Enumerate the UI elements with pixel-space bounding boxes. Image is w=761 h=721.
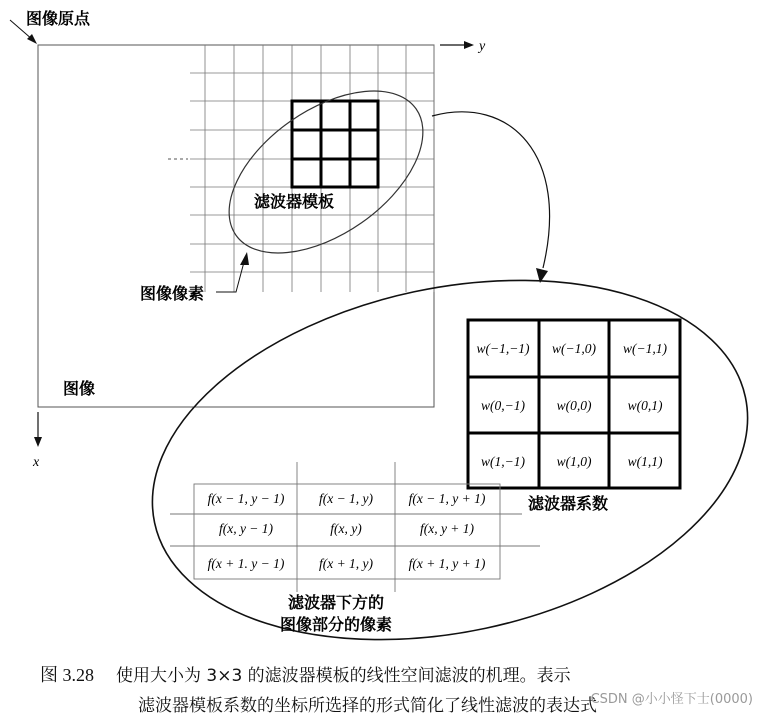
coef-cell: w(−1,1) bbox=[623, 341, 667, 356]
caption-line2: 滤波器模板系数的坐标所选择的形式简化了线性滤波的表达式 bbox=[138, 696, 597, 716]
pixel-cell: f(x + 1, y) bbox=[318, 556, 374, 571]
image-frame bbox=[38, 45, 434, 407]
pixel-cell: f(x − 1, y) bbox=[318, 491, 374, 506]
coef-cell: w(−1,0) bbox=[552, 341, 596, 356]
coef-cell: w(1,0) bbox=[556, 454, 592, 469]
mask-ellipse bbox=[200, 58, 451, 286]
caption-line1: 使用大小为 3×3 的滤波器模板的线性空间滤波的机理。表示 bbox=[116, 666, 571, 686]
coef-cell: w(0,1) bbox=[627, 398, 663, 413]
filter-mask bbox=[292, 101, 378, 187]
pixels-label: 图像像素 bbox=[140, 284, 205, 303]
mask-label: 滤波器模板 bbox=[254, 192, 335, 211]
coef-cell: w(0,0) bbox=[556, 398, 592, 413]
detail-ellipse bbox=[119, 229, 761, 691]
coef-cell: w(−1,−1) bbox=[476, 341, 530, 356]
under-label-line2: 图像部分的像素 bbox=[280, 615, 393, 634]
pixel-grid bbox=[190, 45, 434, 292]
x-axis-arrow bbox=[34, 412, 42, 447]
y-axis-label: y bbox=[479, 39, 486, 54]
pixel-cell: f(x + 1. y − 1) bbox=[207, 556, 285, 571]
pixel-cell: f(x + 1, y + 1) bbox=[408, 556, 486, 571]
pixel-cell: f(x, y) bbox=[330, 521, 362, 536]
coefficients-label: 滤波器系数 bbox=[528, 494, 609, 513]
watermark: CSDN @小小怪下士(0000) bbox=[590, 692, 753, 707]
coef-cell: w(0,−1) bbox=[481, 398, 525, 413]
y-axis-arrow bbox=[440, 41, 474, 49]
under-label-line1: 滤波器下方的 bbox=[288, 593, 385, 612]
coef-cell: w(1,−1) bbox=[481, 454, 525, 469]
caption-number: 图 3.28 bbox=[40, 665, 94, 685]
pixel-cell: f(x − 1, y − 1) bbox=[207, 491, 285, 506]
image-label: 图像 bbox=[63, 379, 96, 398]
zoom-arrow bbox=[432, 112, 550, 283]
x-axis-label: x bbox=[33, 455, 40, 470]
pixel-cell: f(x, y − 1) bbox=[218, 521, 274, 536]
pixel-cell: f(x, y + 1) bbox=[419, 521, 475, 536]
pixel-cell: f(x − 1, y + 1) bbox=[408, 491, 486, 506]
origin-label: 图像原点 bbox=[26, 9, 91, 28]
coef-cell: w(1,1) bbox=[627, 454, 663, 469]
